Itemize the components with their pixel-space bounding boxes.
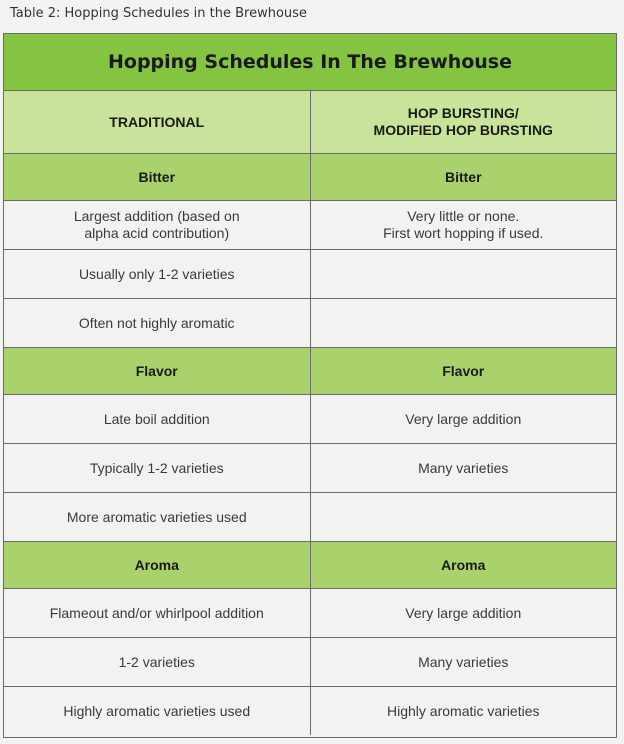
table-cell: Late boil addition (4, 395, 310, 444)
table-cell: Many varieties (310, 444, 616, 493)
column-header-hop-bursting: HOP BURSTING/ MODIFIED HOP BURSTING (310, 91, 616, 154)
table-row (4, 201, 616, 250)
table-cell: Very little or none. First wort hopping if used. (310, 201, 616, 250)
table-cell (310, 493, 616, 542)
table-row (4, 250, 616, 299)
table-row (4, 589, 616, 638)
section-row-aroma (4, 542, 616, 589)
table-cell: Flameout and/or whirlpool addition (4, 589, 310, 638)
section-label: Flavor (310, 348, 616, 395)
hopping-schedules-table (3, 33, 617, 738)
table-cell: 1-2 varieties (4, 638, 310, 687)
section-row-flavor (4, 348, 616, 395)
table-row (4, 493, 616, 542)
section-label: Aroma (310, 542, 616, 589)
section-label: Aroma (4, 542, 310, 589)
table-cell: Very large addition (310, 589, 616, 638)
table-cell: Highly aromatic varieties (310, 687, 616, 736)
column-header-traditional: TRADITIONAL (4, 91, 310, 154)
table-row (4, 638, 616, 687)
table-row (4, 444, 616, 493)
table-cell (310, 250, 616, 299)
section-label: Bitter (310, 154, 616, 201)
table-cell: Highly aromatic varieties used (4, 687, 310, 736)
table-cell: More aromatic varieties used (4, 493, 310, 542)
column-header-row (4, 91, 616, 154)
section-label: Bitter (4, 154, 310, 201)
table-title: Hopping Schedules In The Brewhouse (4, 34, 616, 91)
table-row (4, 395, 616, 444)
table-cell: Many varieties (310, 638, 616, 687)
table-cell: Usually only 1-2 varieties (4, 250, 310, 299)
section-label: Flavor (4, 348, 310, 395)
table-cell: Typically 1-2 varieties (4, 444, 310, 493)
table-row (4, 687, 616, 736)
schedule-grid (4, 91, 616, 735)
section-row-bitter (4, 154, 616, 201)
table-cell: Very large addition (310, 395, 616, 444)
table-row (4, 299, 616, 348)
table-caption: Table 2: Hopping Schedules in the Brewhouse (10, 6, 307, 21)
table-cell: Often not highly aromatic (4, 299, 310, 348)
table-cell (310, 299, 616, 348)
table-cell: Largest addition (based on alpha acid contribution) (4, 201, 310, 250)
